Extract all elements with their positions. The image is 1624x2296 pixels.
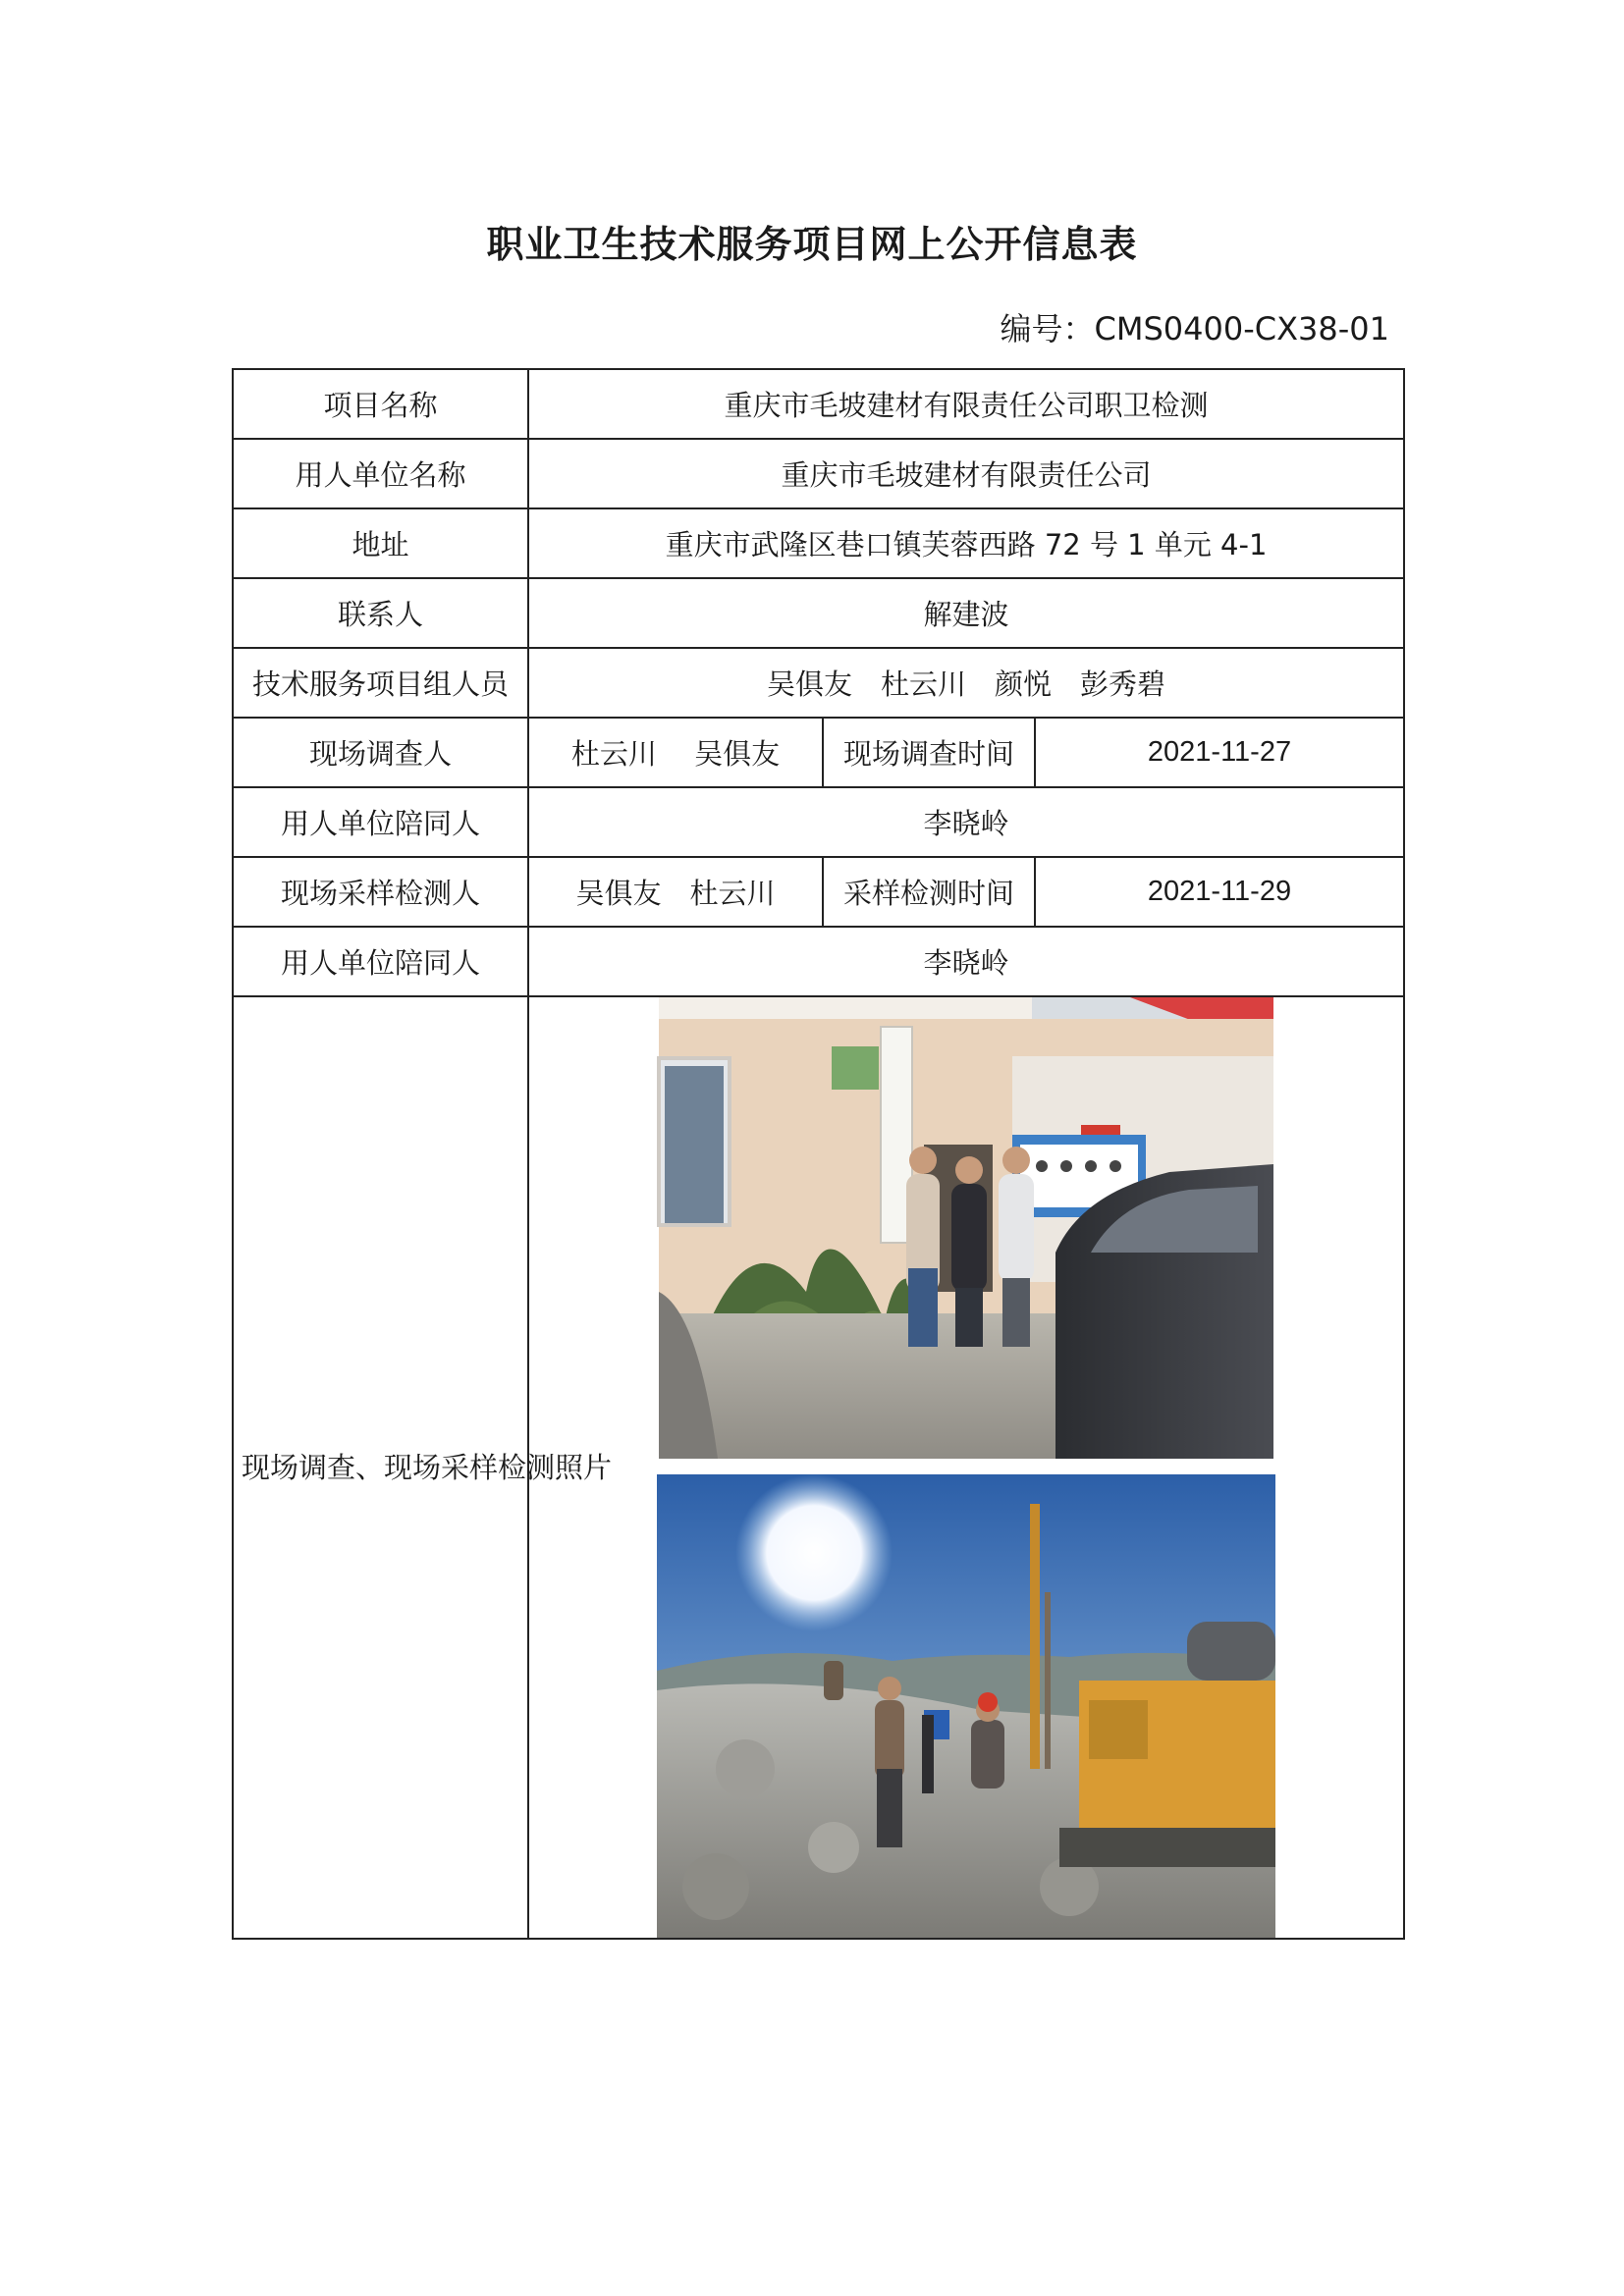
sampling-person-label: 现场采样检测人 — [233, 857, 528, 927]
table-row — [233, 857, 1404, 927]
companion-value: 李晓岭 — [528, 927, 1404, 996]
sampling-person-value: 吴俱友 杜云川 — [528, 857, 823, 927]
address-value: 重庆市武隆区巷口镇芙蓉西路 72 号 1 单元 4-1 — [528, 508, 1404, 578]
team-value: 吴俱友 杜云川 颜悦 彭秀碧 — [528, 648, 1404, 718]
contact-value: 解建波 — [528, 578, 1404, 648]
project-name-label: 项目名称 — [233, 369, 528, 439]
table-row — [233, 369, 1404, 439]
survey-time-value: 2021-11-27 — [1035, 718, 1404, 787]
survey-person-value: 杜云川 吴俱友 — [528, 718, 823, 787]
companion-label: 用人单位陪同人 — [233, 927, 528, 996]
companion-label: 用人单位陪同人 — [233, 787, 528, 857]
sampling-time-label: 采样检测时间 — [823, 857, 1035, 927]
photos-cell — [528, 996, 1404, 1939]
table-row — [233, 578, 1404, 648]
document-title: 职业卫生技术服务项目网上公开信息表 — [486, 223, 1138, 266]
address-label: 地址 — [233, 508, 528, 578]
employer-label: 用人单位名称 — [233, 439, 528, 508]
table-row — [233, 439, 1404, 508]
survey-person-label: 现场调查人 — [233, 718, 528, 787]
table-row — [233, 648, 1404, 718]
table-row — [233, 718, 1404, 787]
table-row — [233, 508, 1404, 578]
info-table — [232, 368, 1405, 1940]
contact-label: 联系人 — [233, 578, 528, 648]
survey-time-label: 现场调查时间 — [823, 718, 1035, 787]
employer-value: 重庆市毛坡建材有限责任公司 — [528, 439, 1404, 508]
site-survey-photo — [659, 997, 1273, 1459]
table-row — [233, 787, 1404, 857]
project-name-value: 重庆市毛坡建材有限责任公司职卫检测 — [528, 369, 1404, 439]
companion-value: 李晓岭 — [528, 787, 1404, 857]
sampling-time-value: 2021-11-29 — [1035, 857, 1404, 927]
table-row — [233, 927, 1404, 996]
document-number: 编号：CMS0400-CX38-01 — [1000, 310, 1389, 347]
photos-label: 现场调查、现场采样检测照片 — [233, 996, 528, 1939]
team-label: 技术服务项目组人员 — [233, 648, 528, 718]
table-row — [233, 996, 1404, 1939]
sampling-photo — [657, 1474, 1275, 1938]
